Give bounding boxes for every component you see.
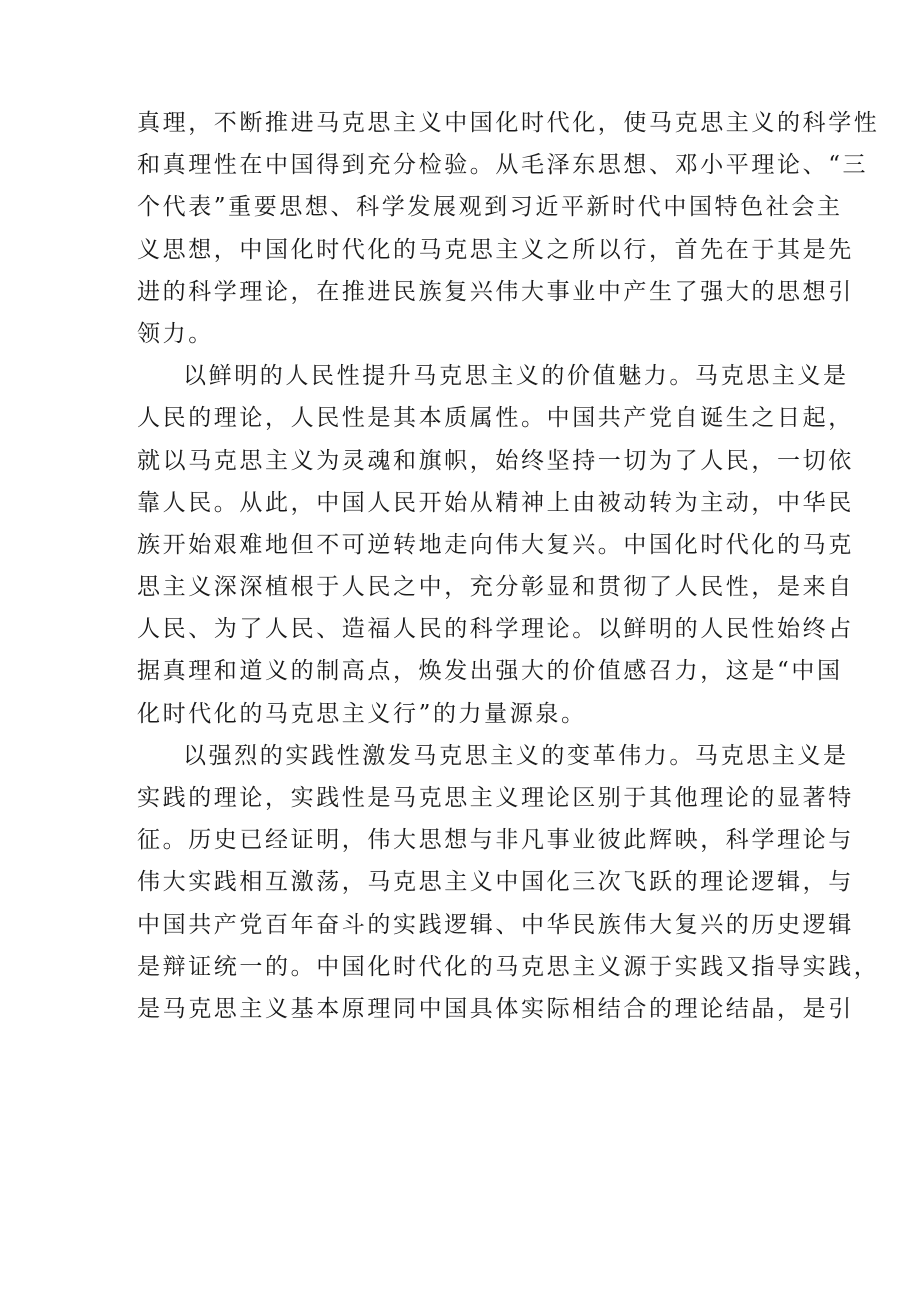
document-body (137, 102, 880, 1030)
text-line: 人民、为了人民、造福人民的科学理论。以鲜明的人民性始终占 (137, 616, 854, 643)
text-line: 中国共产党百年奋斗的实践逻辑、中华民族伟大复兴的历史逻辑 (137, 911, 854, 938)
paragraph-3 (137, 735, 880, 1030)
text-line: 真理，不断推进马克思主义中国化时代化，使马克思主义的科学性 (137, 110, 880, 136)
paragraph-1 (137, 102, 880, 355)
text-line: 是辩证统一的。中国化时代化的马克思主义源于实践又指导实践， (137, 953, 880, 980)
text-line: 进的科学理论，在推进民族复兴伟大事业中产生了强大的思想引 (137, 278, 854, 305)
text-line: 族开始艰难地但不可逆转地走向伟大复兴。中国化时代化的马克 (137, 531, 854, 558)
text-line: 靠人民。从此，中国人民开始从精神上由被动转为主动，中华民 (137, 489, 854, 516)
text-line: 据真理和道义的制高点，焕发出强大的价值感召力，这是“中国 (137, 658, 843, 685)
paragraph-2 (137, 355, 854, 735)
text-line-first: 以强烈的实践性激发马克思主义的变革伟力。马克思主义是 (183, 742, 849, 769)
text-line: 人民的理论，人民性是其本质属性。中国共产党自诞生之日起， (137, 405, 854, 432)
text-line: 个代表”重要思想、科学发展观到习近平新时代中国特色社会主 (137, 194, 843, 221)
text-line: 化时代化的马克思主义行”的力量源泉。 (137, 700, 587, 727)
text-line: 义思想，中国化时代化的马克思主义之所以行，首先在于其是先 (137, 236, 854, 263)
text-line: 征。历史已经证明，伟大思想与非凡事业彼此辉映，科学理论与 (137, 827, 854, 854)
text-line: 思主义深深植根于人民之中，充分彰显和贯彻了人民性，是来自 (137, 574, 854, 601)
text-line: 实践的理论，实践性是马克思主义理论区别于其他理论的显著特 (137, 785, 854, 811)
text-line: 是马克思主义基本原理同中国具体实际相结合的理论结晶，是引 (137, 995, 854, 1022)
text-line: 和真理性在中国得到充分检验。从毛泽东思想、邓小平理论、“三 (137, 152, 869, 179)
text-line: 伟大实践相互激荡，马克思主义中国化三次飞跃的理论逻辑，与 (137, 869, 854, 896)
text-line: 就以马克思主义为灵魂和旗帜，始终坚持一切为了人民，一切依 (137, 447, 854, 474)
text-line: 领力。 (137, 320, 214, 347)
text-line-first: 以鲜明的人民性提升马克思主义的价值魅力。马克思主义是 (183, 363, 849, 390)
